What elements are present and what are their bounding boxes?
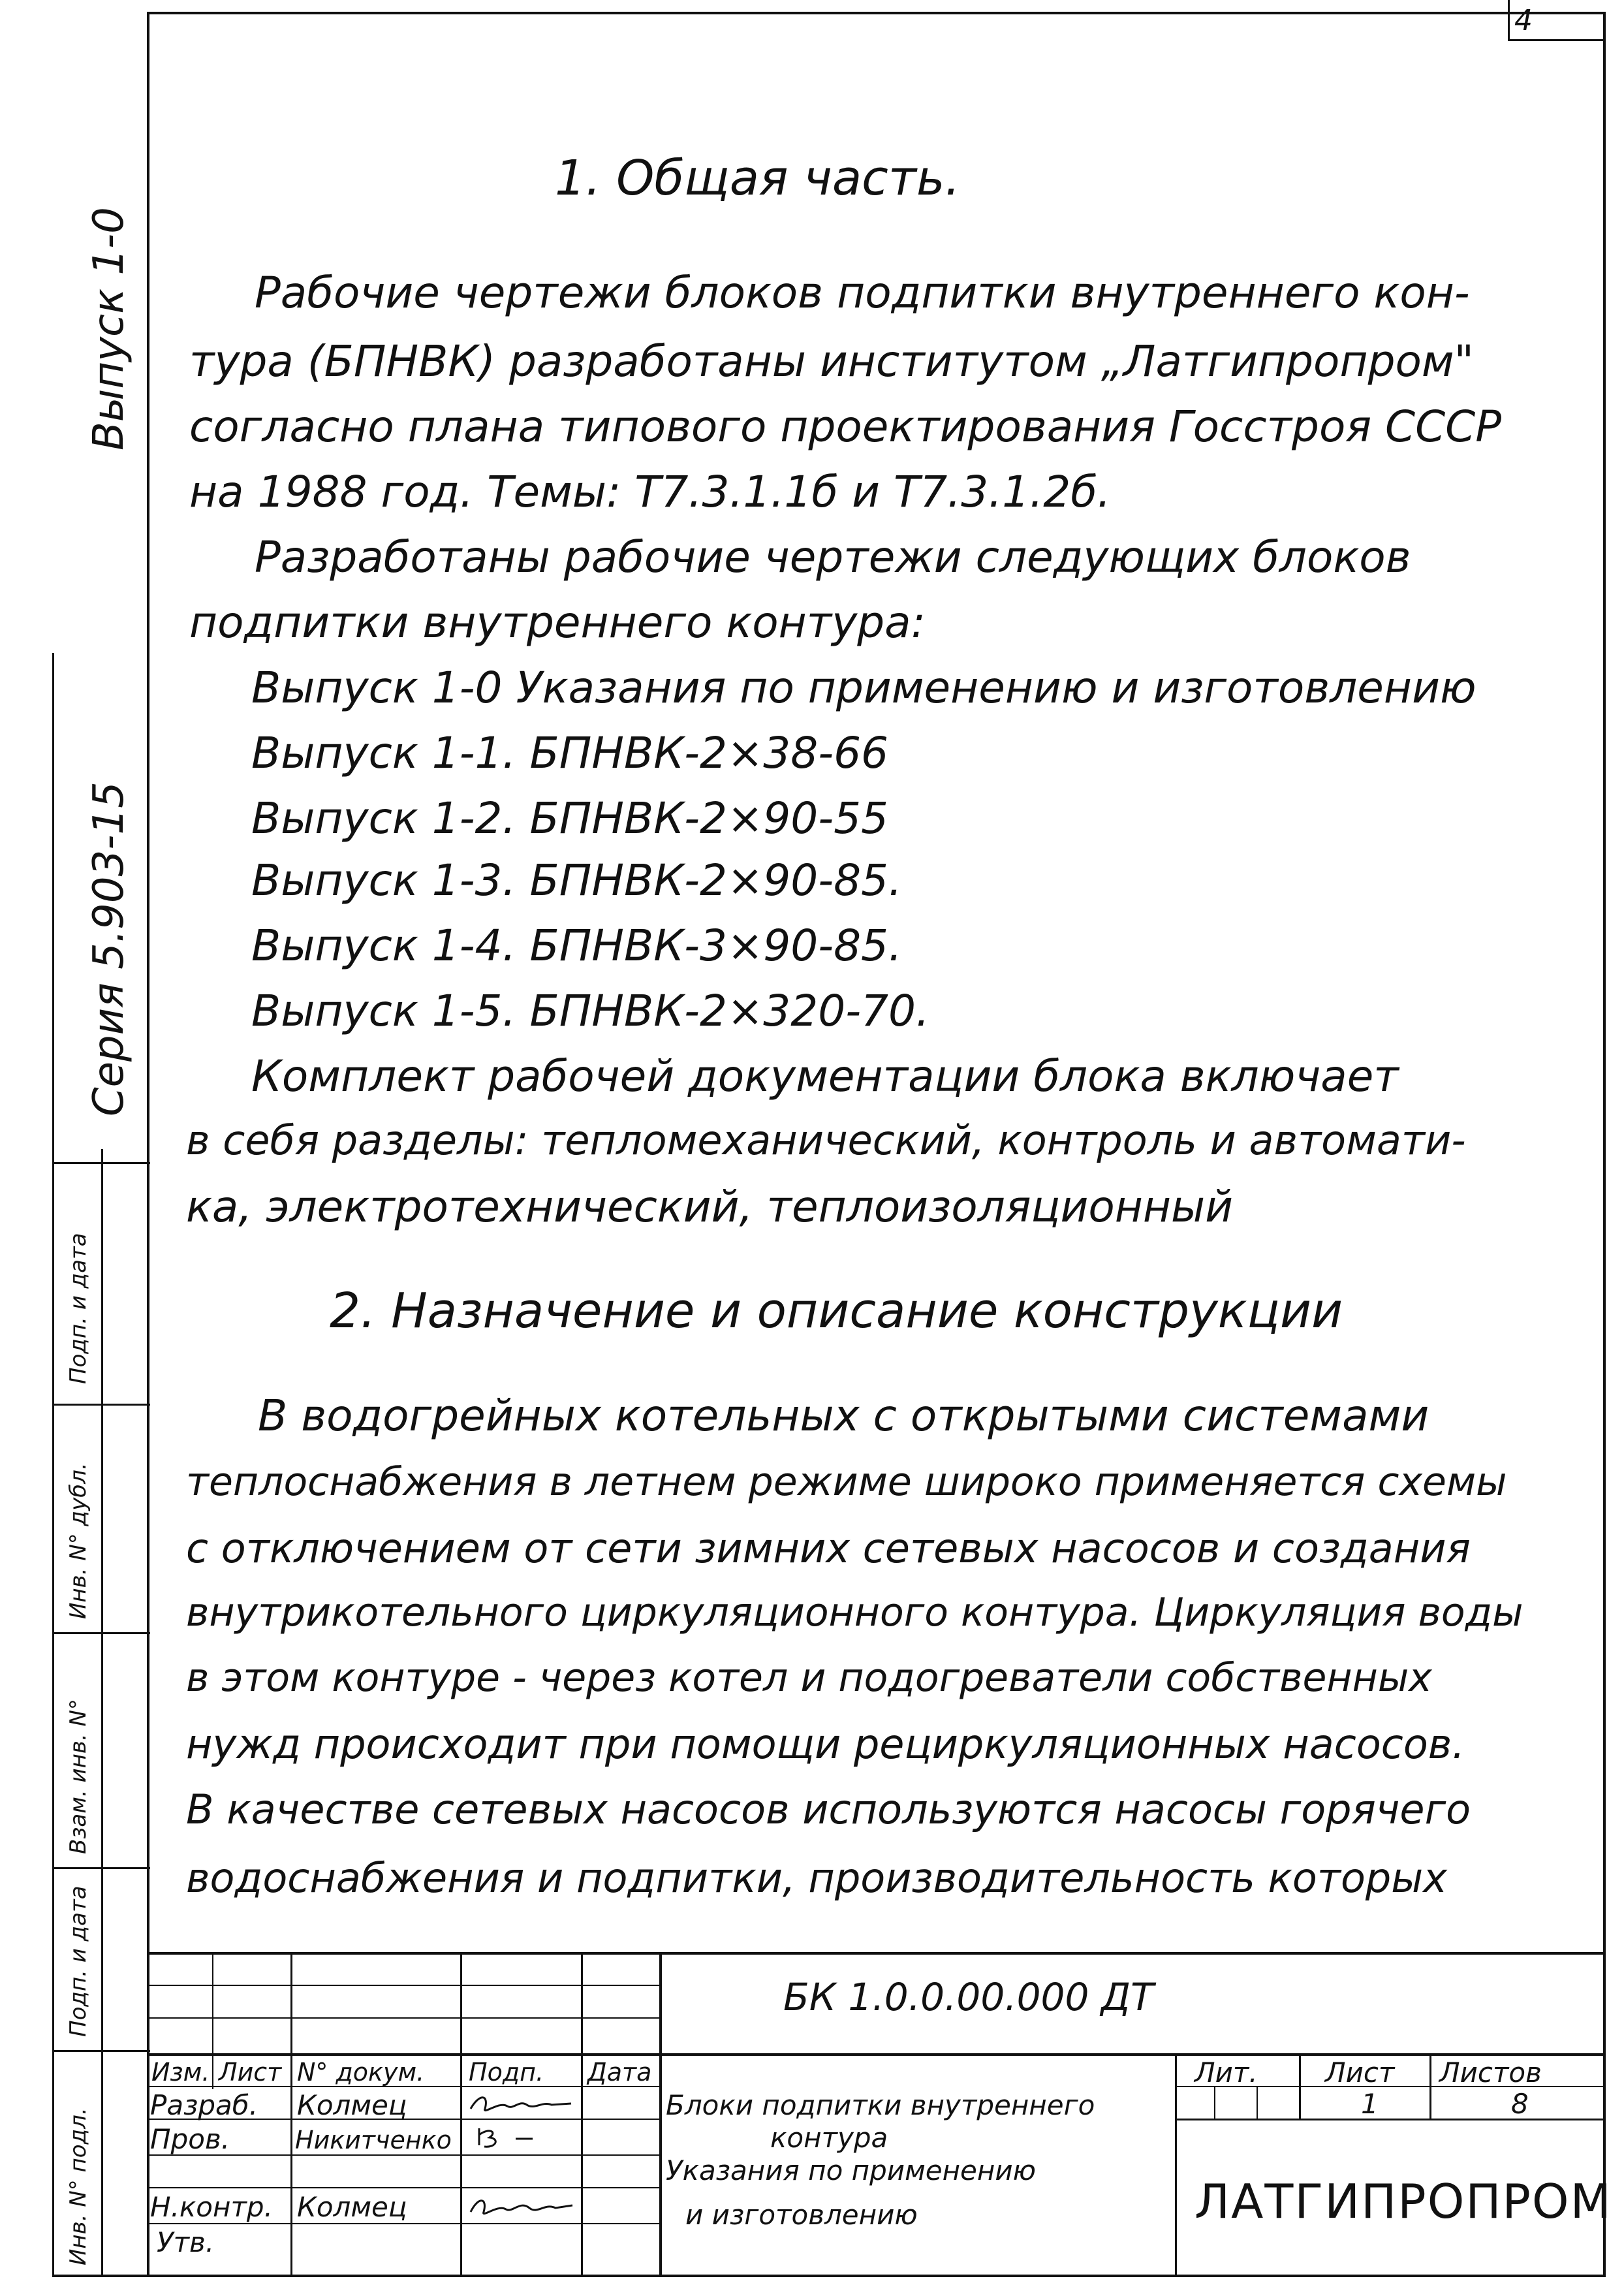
signature-prov: [470, 2123, 574, 2152]
s1-line-7: Выпуск 1-0 Указания по применению и изготовлению: [251, 663, 1476, 713]
margin-sep-1: [52, 1162, 150, 1164]
s2-line-4: внутрикотельного циркуляционного контура. Циркуляция воды: [186, 1590, 1523, 1635]
tb-h-lit2: [1175, 2119, 1606, 2120]
s1-line-3: согласно плана типового проектирования Госстроя СССР: [189, 402, 1502, 452]
tb-v1: [212, 1952, 213, 2089]
s1-line-4: на 1988 год. Темы: Т7.3.1.1б и Т7.3.1.2б.: [189, 467, 1111, 517]
section1-heading: 1. Общая часть.: [555, 150, 961, 206]
role-utv: Утв.: [157, 2226, 215, 2258]
doc-title-line-4: и изготовлению: [685, 2199, 918, 2231]
s1-line-14: в себя разделы: тепломеханический, контроль и автомати-: [186, 1116, 1466, 1164]
s1-line-10: Выпуск 1-3. БПНВК-2×90-85.: [251, 855, 903, 906]
margin-vzam-inv: Взам. инв. N°: [65, 1699, 91, 1854]
margin-podp-data-2: Подп. и дата: [65, 1885, 91, 2037]
tb-v7: [1299, 2053, 1301, 2119]
sheet-value: 1: [1361, 2088, 1379, 2120]
role-nkontr: Н.контр.: [150, 2191, 273, 2223]
s1-line-5: Разработаны рабочие чертежи следующих блоков: [255, 532, 1411, 582]
frame-right: [1603, 12, 1606, 2277]
margin-sep-2: [52, 1404, 150, 1406]
margin-sep-3: [52, 1632, 150, 1634]
doc-title-line-1: Блоки подпитки внутреннего: [666, 2089, 1095, 2121]
s1-line-2: тура (БПНВК) разработаны институтом „Латгипропром": [189, 336, 1475, 386]
s2-line-2: теплоснабжения в летнем режиме широко применяется схемы: [186, 1459, 1507, 1505]
col-header-izm: Изм.: [151, 2058, 210, 2087]
s2-line-5: в этом контуре - через котел и подогреватели собственных: [186, 1655, 1432, 1701]
name-nkontr: Колмец: [297, 2191, 407, 2223]
s2-line-3: с отключением от сети зимних сетевых насосов и создания: [186, 1524, 1471, 1572]
s2-line-8: водоснабжения и подпитки, производительность которых: [186, 1854, 1447, 1902]
col-header-date: Дата: [587, 2058, 652, 2087]
frame-left: [147, 12, 149, 2277]
col-header-list: Лист: [219, 2058, 282, 2087]
s1-line-6: подпитки внутреннего контура:: [189, 597, 926, 648]
margin-issue-label: Выпуск 1-0: [85, 207, 133, 450]
sheets-value: 8: [1511, 2088, 1529, 2120]
sheets-label: Листов: [1439, 2056, 1542, 2088]
tb-v2: [290, 1952, 292, 2275]
margin-strip-right: [101, 1149, 103, 2277]
s2-line-7: В качестве сетевых насосов используются насосы горячего: [186, 1786, 1471, 1833]
tb-v8: [1429, 2053, 1431, 2119]
margin-inv-dubl: Инв. N° дубл.: [65, 1462, 91, 1619]
s1-line-8: Выпуск 1-1. БПНВК-2×38-66: [251, 728, 889, 778]
signature-razrab: [467, 2089, 578, 2118]
s1-line-13: Комплект рабочей документации блока включает: [251, 1051, 1399, 1101]
name-razrab: Колмец: [297, 2089, 407, 2121]
tb-v-lit-a: [1214, 2086, 1215, 2119]
margin-inv-podl: Инв. N° подл.: [65, 2107, 91, 2265]
frame-top: [147, 12, 1606, 14]
corner-box-left: [1508, 0, 1510, 40]
s1-line-1: Рабочие чертежи блоков подпитки внутреннего кон-: [255, 268, 1470, 318]
s1-line-12: Выпуск 1-5. БПНВК-2×320-70.: [251, 986, 930, 1036]
tb-v5: [659, 1952, 662, 2275]
tb-h3: [147, 2053, 1606, 2056]
s1-line-9: Выпуск 1-2. БПНВК-2×90-55: [251, 793, 889, 843]
organization-name: ЛАТГИПРОПРОМ: [1195, 2174, 1612, 2229]
corner-box-bottom: [1508, 39, 1606, 41]
s2-line-6: нужд происходит при помощи рециркуляционных насосов.: [186, 1720, 1465, 1768]
role-prov: Пров.: [150, 2123, 230, 2155]
doc-title-line-2: контура: [770, 2122, 888, 2154]
lit-label: Лит.: [1195, 2056, 1258, 2088]
tb-v6: [1175, 2053, 1177, 2275]
s1-line-11: Выпуск 1-4. БПНВК-3×90-85.: [251, 921, 903, 971]
margin-series-label: Серия 5.903-15: [85, 781, 133, 1116]
role-razrab: Разраб.: [150, 2089, 258, 2121]
document-designation: БК 1.0.0.00.000 ДТ: [783, 1975, 1154, 2019]
tb-v4: [581, 1952, 583, 2275]
margin-podp-data-1: Подп. и дата: [65, 1233, 91, 1384]
page-number: 4: [1514, 4, 1533, 37]
margin-sep-4: [52, 1867, 150, 1869]
doc-title-line-3: Указания по применению: [666, 2154, 1036, 2186]
col-header-podp: Подп.: [469, 2058, 544, 2087]
name-prov: Никитченко: [295, 2126, 452, 2154]
tb-v3: [460, 1952, 462, 2275]
sheet-label: Лист: [1325, 2056, 1395, 2088]
tb-v-lit-b: [1257, 2086, 1258, 2119]
frame-bottom: [52, 2275, 1606, 2277]
s2-line-1: В водогрейных котельных с открытыми системами: [258, 1391, 1429, 1441]
margin-strip-left: [52, 653, 54, 2277]
section2-heading: 2. Назначение и описание конструкции: [330, 1283, 1343, 1339]
signature-nkontr: [467, 2191, 578, 2220]
s1-line-15: ка, электротехнический, теплоизоляционный: [186, 1182, 1234, 1232]
tb-top: [147, 1952, 1606, 1955]
margin-sep-5: [52, 2050, 150, 2052]
col-header-doc: N° докум.: [297, 2058, 425, 2087]
